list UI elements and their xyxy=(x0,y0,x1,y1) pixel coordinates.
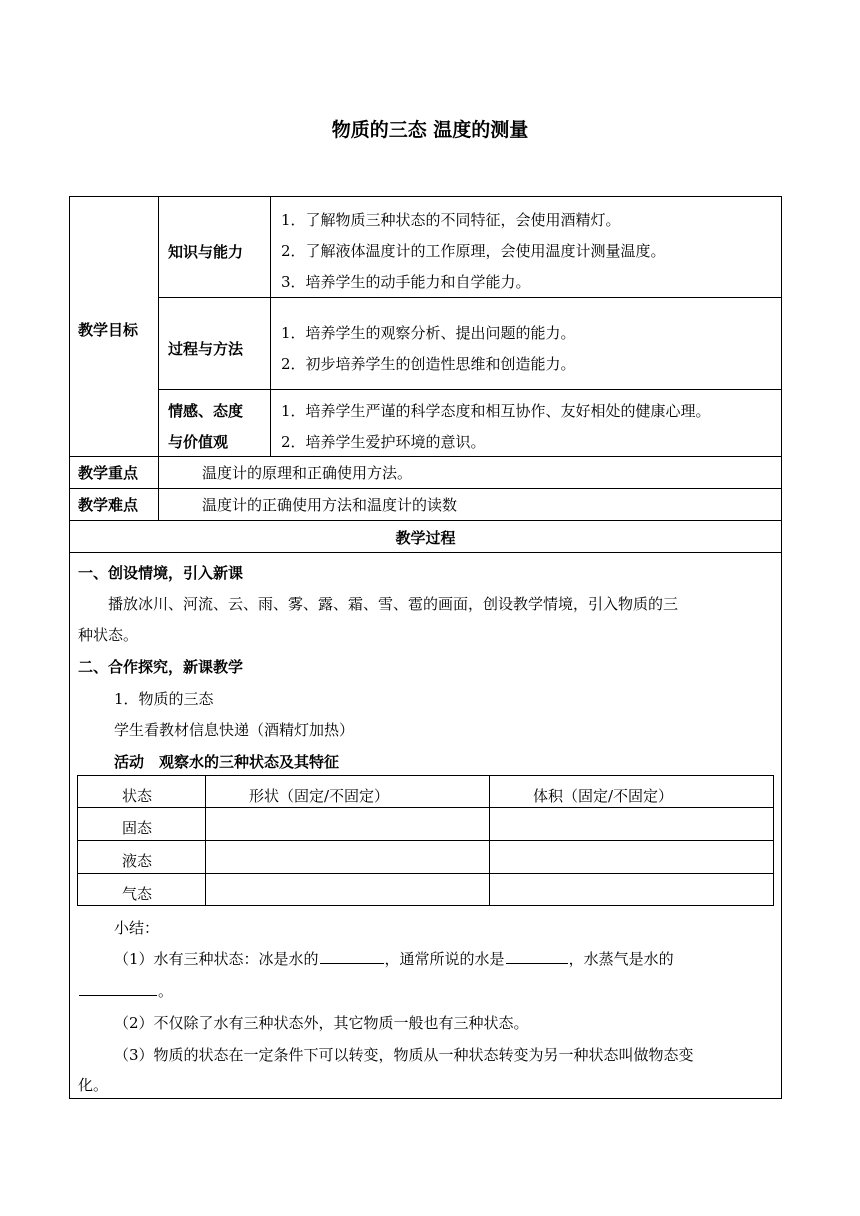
objective-group-label: 知识与能力 xyxy=(168,243,244,261)
objectives-label: 教学目标 xyxy=(78,321,139,339)
table-border-bottom xyxy=(77,905,774,906)
table-divider xyxy=(77,807,774,808)
objective-item: 1．培养学生的观察分析、提出问题的能力。 xyxy=(281,324,576,342)
fill-blank xyxy=(506,962,568,964)
table-border-top xyxy=(77,775,774,776)
summary-text: ，水蒸气是水的 xyxy=(568,950,674,968)
table-border-left xyxy=(69,196,70,1099)
summary-text: 。 xyxy=(158,982,174,1000)
table-divider xyxy=(205,775,206,906)
objective-group-label: 与价值观 xyxy=(168,433,229,451)
table-divider xyxy=(69,520,782,521)
row-label: 液态 xyxy=(122,852,153,870)
row-label: 固态 xyxy=(122,819,153,837)
paragraph: 种状态。 xyxy=(78,626,139,644)
table-border-bottom xyxy=(69,1098,782,1099)
table-divider xyxy=(77,873,774,874)
key-point-label: 教学重点 xyxy=(78,464,139,482)
table-border-left xyxy=(77,775,78,906)
table-divider xyxy=(69,552,782,553)
section-heading: 一、创设情境，引入新课 xyxy=(78,564,244,582)
summary-item: （3）物质的状态在一定条件下可以转变，物质从一种状态转变为另一种状态叫做物态变 xyxy=(114,1046,694,1064)
difficulty-label: 教学难点 xyxy=(78,496,139,514)
objective-item: 1．了解物质三种状态的不同特征，会使用酒精灯。 xyxy=(281,211,621,229)
column-header: 状态 xyxy=(122,787,153,805)
table-divider xyxy=(489,775,490,906)
summary-item: （2）不仅除了水有三种状态外，其它物质一般也有三种状态。 xyxy=(114,1014,529,1032)
table-divider xyxy=(158,389,782,390)
objective-item: 2．了解液体温度计的工作原理，会使用温度计测量温度。 xyxy=(281,242,666,260)
objective-item: 2．初步培养学生的创造性思维和创造能力。 xyxy=(281,355,576,373)
table-divider xyxy=(69,488,782,489)
paragraph: 学生看教材信息快递（酒精灯加热） xyxy=(114,721,355,739)
column-header: 形状（固定/不固定） xyxy=(249,787,390,805)
column-header: 体积（固定/不固定） xyxy=(533,787,674,805)
section-heading: 二、合作探究，新课教学 xyxy=(78,658,244,676)
table-divider xyxy=(158,196,159,520)
table-border-right xyxy=(781,196,782,1099)
objective-item: 3．培养学生的动手能力和自学能力。 xyxy=(281,273,531,291)
table-divider xyxy=(77,840,774,841)
activity-heading: 活动 观察水的三种状态及其特征 xyxy=(114,753,340,771)
summary-item xyxy=(78,984,173,999)
fill-blank xyxy=(320,962,384,964)
table-divider xyxy=(270,196,271,456)
objective-item: 1．培养学生严谨的科学态度和相互协作、友好相处的健康心理。 xyxy=(281,402,711,420)
summary-item: 化。 xyxy=(78,1076,109,1094)
table-border-right xyxy=(773,775,774,906)
process-header: 教学过程 xyxy=(395,529,456,547)
summary-text: （1）水有三种状态：冰是水的 xyxy=(114,950,319,968)
summary-item xyxy=(114,952,674,967)
table-divider xyxy=(69,456,782,457)
key-point-value: 温度计的原理和正确使用方法。 xyxy=(202,464,413,482)
summary-text: ，通常所说的水是 xyxy=(384,950,505,968)
summary-label: 小结： xyxy=(114,919,160,937)
row-label: 气态 xyxy=(122,885,153,903)
difficulty-value: 温度计的正确使用方法和温度计的读数 xyxy=(202,496,458,514)
paragraph: 播放冰川、河流、云、雨、雾、露、霜、雪、雹的画面，创设教学情境，引入物质的三 xyxy=(108,595,679,613)
objective-group-label: 情感、态度 xyxy=(168,402,244,420)
page-title: 物质的三态 温度的测量 xyxy=(331,119,529,141)
subheading: 1．物质的三态 xyxy=(114,690,214,708)
objective-group-label: 过程与方法 xyxy=(168,340,244,358)
objective-item: 2．培养学生爱护环境的意识。 xyxy=(281,433,486,451)
table-border-top xyxy=(69,196,782,197)
table-divider xyxy=(158,297,782,298)
fill-blank xyxy=(79,994,157,996)
